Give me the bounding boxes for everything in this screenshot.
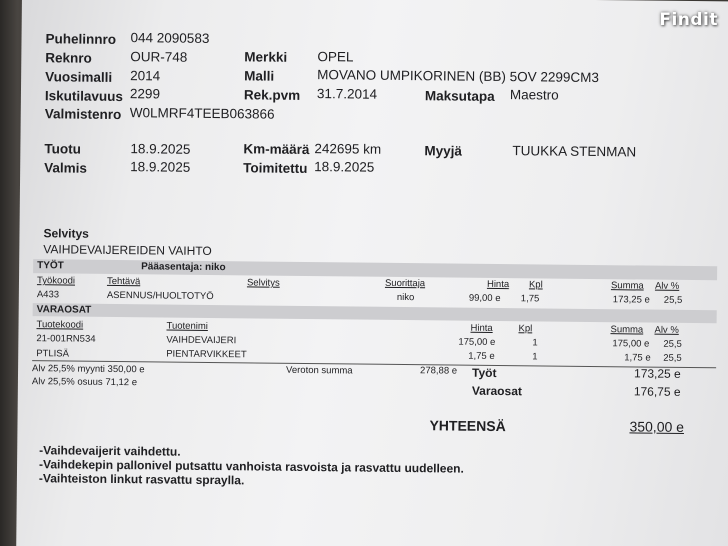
- varaosat-row-1-qty: 1: [532, 337, 538, 349]
- valmis-value: 18.9.2025: [130, 159, 191, 175]
- varaosat-total-label: Varaosat: [471, 383, 522, 399]
- tyot-total-value: 173,25 e: [633, 366, 681, 381]
- tyot-total-label: Työt: [471, 365, 497, 380]
- note-3: -Vaihteiston linkut rasvattu spraylla.: [38, 471, 245, 488]
- tyot-row-sum: 173,25 e: [612, 294, 650, 306]
- varaosat-row-2-qty: 1: [532, 351, 538, 363]
- paaasentaja: Pääasentaja: niko: [141, 261, 226, 274]
- vuosimalli-label: Vuosimalli: [45, 69, 113, 85]
- varaosat-row-2-name: PIENTARVIKKEET: [166, 348, 247, 361]
- varaosat-row-2-code: PTLISÄ: [36, 348, 70, 360]
- tyot-row-task: ASENNUS/HUOLTOTYÖ: [106, 289, 214, 303]
- vuosimalli-value: 2014: [130, 68, 161, 84]
- tyot-row-vat: 25,5: [663, 294, 683, 306]
- varaosat-header-qty: Kpl: [518, 323, 533, 335]
- valmistenro-label: Valmistenro: [44, 106, 122, 123]
- iskutilavuus-label: Iskutilavuus: [44, 88, 124, 105]
- note-1: -Vaihdevaijerit vaihdettu.: [39, 443, 181, 459]
- varaosat-row-2-price: 1,75 e: [468, 350, 495, 362]
- iskutilavuus-value: 2299: [129, 86, 161, 102]
- puhelinnro-value: 044 2090583: [130, 30, 210, 46]
- malli-value: MOVANO UMPIKORINEN (BB) 5OV 2299CM3: [317, 67, 600, 86]
- varaosat-band: [33, 303, 717, 323]
- tyot-row-performer: niko: [396, 291, 415, 304]
- valmistenro-value: W0LMRF4TEEB063866: [129, 105, 275, 122]
- rekpvm-value: 31.7.2014: [316, 86, 378, 102]
- reknro-label: Reknro: [45, 50, 92, 66]
- varaosat-row-1-sum: 175,00 e: [612, 338, 650, 350]
- tyot-header-sum: Summa: [610, 280, 644, 292]
- varaosat-header-price: Hinta: [470, 322, 493, 334]
- varaosat-header-vat: Alv %: [654, 324, 679, 336]
- tyot-header-performer: Suorittaja: [384, 277, 426, 290]
- puhelinnro-label: Puhelinnro: [45, 31, 117, 47]
- tyot-header-selvitys: Selvitys: [246, 277, 280, 289]
- myyja-label: Myyjä: [424, 143, 462, 159]
- tyot-row-qty: 1,75: [520, 293, 540, 305]
- varaosat-header-sum: Summa: [610, 324, 644, 336]
- alv-osuus: Alv 25,5% osuus 71,12 e: [31, 376, 138, 389]
- reknro-value: OUR-748: [130, 49, 188, 65]
- varaosat-row-1-vat: 25,5: [663, 338, 682, 350]
- tyot-row-code: A433: [36, 289, 60, 301]
- toimitettu-value: 18.9.2025: [314, 159, 375, 175]
- invoice-paper: [16, 0, 728, 546]
- merkki-label: Merkki: [244, 49, 288, 65]
- findit-logo: Findit: [659, 10, 718, 30]
- varaosat-row-1-price: 175,00 e: [458, 336, 496, 348]
- varaosat-row-2-sum: 1,75 e: [624, 352, 651, 364]
- varaosat-header-code: Tuotekoodi: [36, 319, 84, 331]
- toimitettu-label: Toimitettu: [243, 160, 308, 176]
- tyot-section-title: TYÖT: [37, 260, 64, 272]
- varaosat-section-title: VARAOSAT: [36, 304, 92, 316]
- tyot-header-task: Tehtävä: [106, 275, 141, 288]
- selvitys-text: VAIHDEVAIJEREIDEN VAIHTO: [43, 242, 212, 259]
- malli-label: Malli: [244, 68, 275, 84]
- varaosat-row-2-vat: 25,5: [663, 352, 682, 364]
- yhteensa-label: YHTEENSÄ: [429, 417, 506, 435]
- tuotu-value: 18.9.2025: [130, 141, 191, 157]
- varaosat-header-name: Tuotenimi: [166, 320, 208, 332]
- tyot-row-price: 99,00 e: [468, 292, 501, 305]
- alv-myynti: Alv 25,5% myynti 350,00 e: [32, 363, 145, 376]
- tyot-header-code: Työkoodi: [36, 275, 76, 287]
- kmmaara-value: 242695 km: [314, 141, 382, 157]
- varaosat-total-value: 176,75 e: [633, 384, 681, 399]
- tuotu-label: Tuotu: [44, 141, 81, 157]
- selvitys-title: Selvitys: [43, 226, 89, 241]
- valmis-label: Valmis: [44, 160, 88, 176]
- tyot-header-qty: Kpl: [528, 279, 543, 291]
- yhteensa-value: 350,00 e: [629, 418, 685, 435]
- varaosat-row-1-name: VAIHDEVAIJERI: [166, 334, 237, 347]
- note-2: -Vaihdekepin pallonivel putsattu vanhoista rasvoista ja rasvattu uudelleen.: [39, 457, 464, 476]
- kmmaara-label: Km-määrä: [243, 141, 310, 158]
- tyot-header-price: Hinta: [486, 278, 510, 291]
- merkki-value: OPEL: [317, 49, 354, 65]
- rekpvm-label: Rek.pvm: [243, 87, 301, 103]
- maksutapa-value: Maestro: [509, 87, 559, 103]
- varaosat-row-1-code: 21-001RN534: [36, 333, 96, 345]
- tyot-header-vat: Alv %: [654, 280, 680, 292]
- veroton-label: Veroton summa: [286, 364, 353, 377]
- maksutapa-label: Maksutapa: [424, 88, 495, 104]
- veroton-value: 278,88 e: [420, 365, 458, 377]
- myyja-value: TUUKKA STENMAN: [512, 143, 637, 160]
